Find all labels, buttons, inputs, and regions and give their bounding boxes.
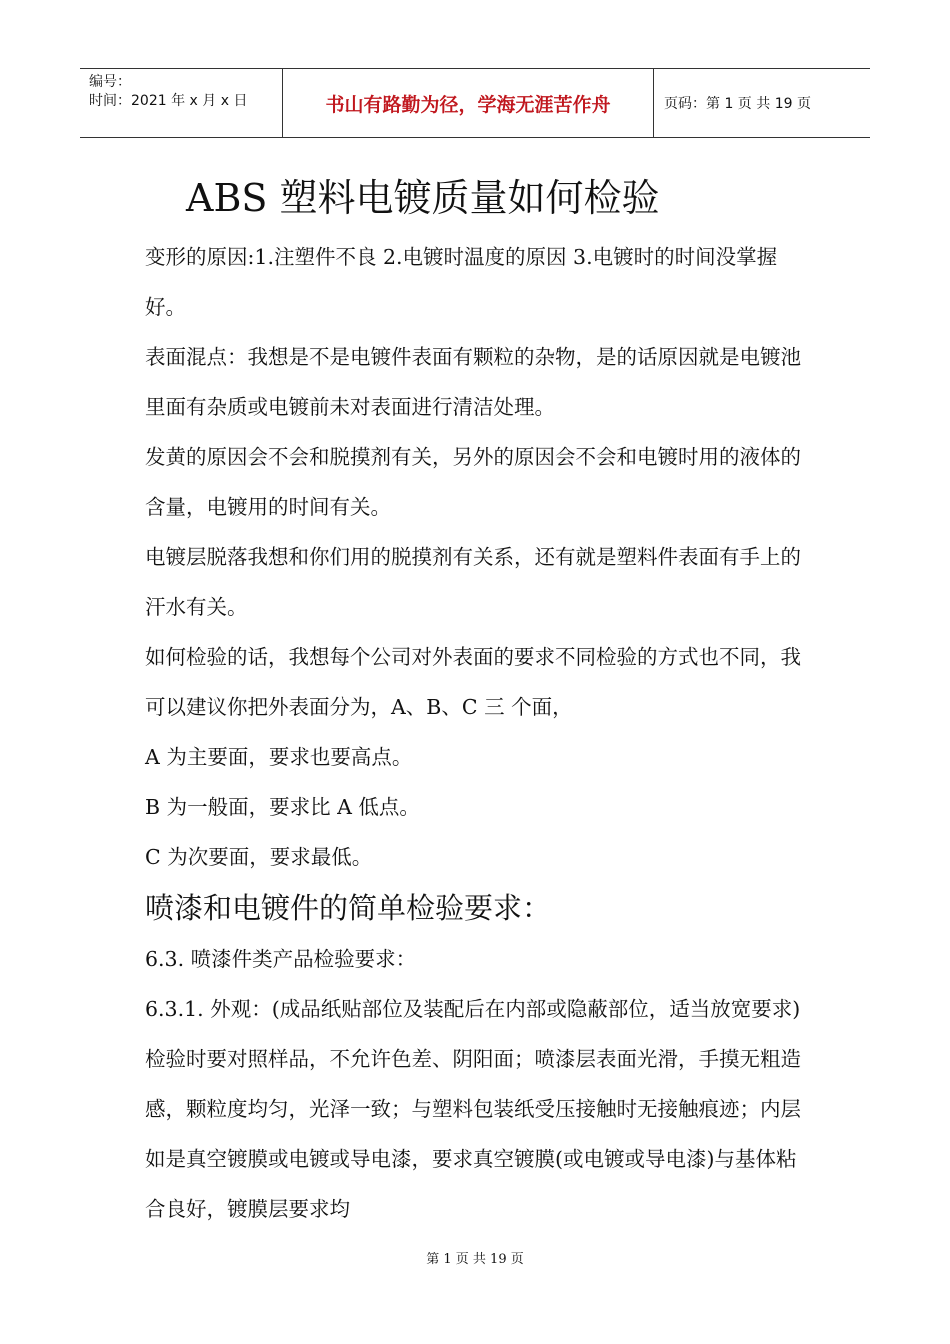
document-number-label: 编号： (89, 74, 131, 90)
document-body (145, 232, 815, 1234)
header-motto-cell (282, 69, 654, 137)
body-paragraph: C 为次要面，要求最低。 (145, 845, 373, 869)
section-paragraph: 6.3. 喷漆件类产品检验要求： (145, 947, 417, 971)
page-header (80, 68, 870, 138)
body-paragraph: A 为主要面，要求也要高点。 (145, 745, 413, 769)
body-paragraph: 发黄的原因会不会和脱摸剂有关，另外的原因会不会和电镀时用的液体的含量，电镀用的时间有关。 (145, 445, 801, 519)
page-footer: 第 1 页 共 19 页 (426, 1252, 524, 1267)
header-motto: 书山有路勤为径，学海无涯苦作舟 (325, 93, 611, 116)
body-paragraph: B 为一般面，要求比 A 低点。 (145, 795, 420, 819)
document-title: ABS 塑料电镀质量如何检验 (186, 176, 660, 220)
header-meta (80, 69, 282, 137)
body-paragraph: 如何检验的话，我想每个公司对外表面的要求不同检验的方式也不同，我可以建议你把外表面分为，A、B、C 三 个面， (145, 645, 801, 719)
header-page-cell (654, 69, 870, 137)
body-paragraph: 电镀层脱落我想和你们用的脱摸剂有关系，还有就是塑料件表面有手上的汗水有关。 (145, 545, 801, 619)
document-date: 时间：2021 年 x 月 x 日 (89, 93, 248, 109)
body-paragraph: 变形的原因:1.注塑件不良 2.电镀时温度的原因 3.电镀时的时间没掌握好。 (145, 245, 778, 319)
body-paragraph: 表面混点：我想是不是电镀件表面有颗粒的杂物，是的话原因就是电镀池里面有杂质或电镀前未对表面进行清洁处理。 (145, 345, 801, 419)
section-paragraph: 6.3.1. 外观：(成品纸贴部位及装配后在内部或隐蔽部位，适当放宽要求)检验时要对照样品，不允许色差、阴阳面；喷漆层表面光滑，手摸无粗造感，颗粒度均匀，光泽一致；与塑料包装纸受压接触时无接触痕迹；内层如是真空镀膜或电镀或导电漆，要求真空镀膜(或电镀或导电漆)与基体粘合良好，镀膜层要求均 (145, 997, 801, 1221)
header-page-number: 页码：第 1 页 共 19 页 (664, 96, 811, 112)
section-heading: 喷漆和电镀件的简单检验要求： (145, 891, 552, 925)
